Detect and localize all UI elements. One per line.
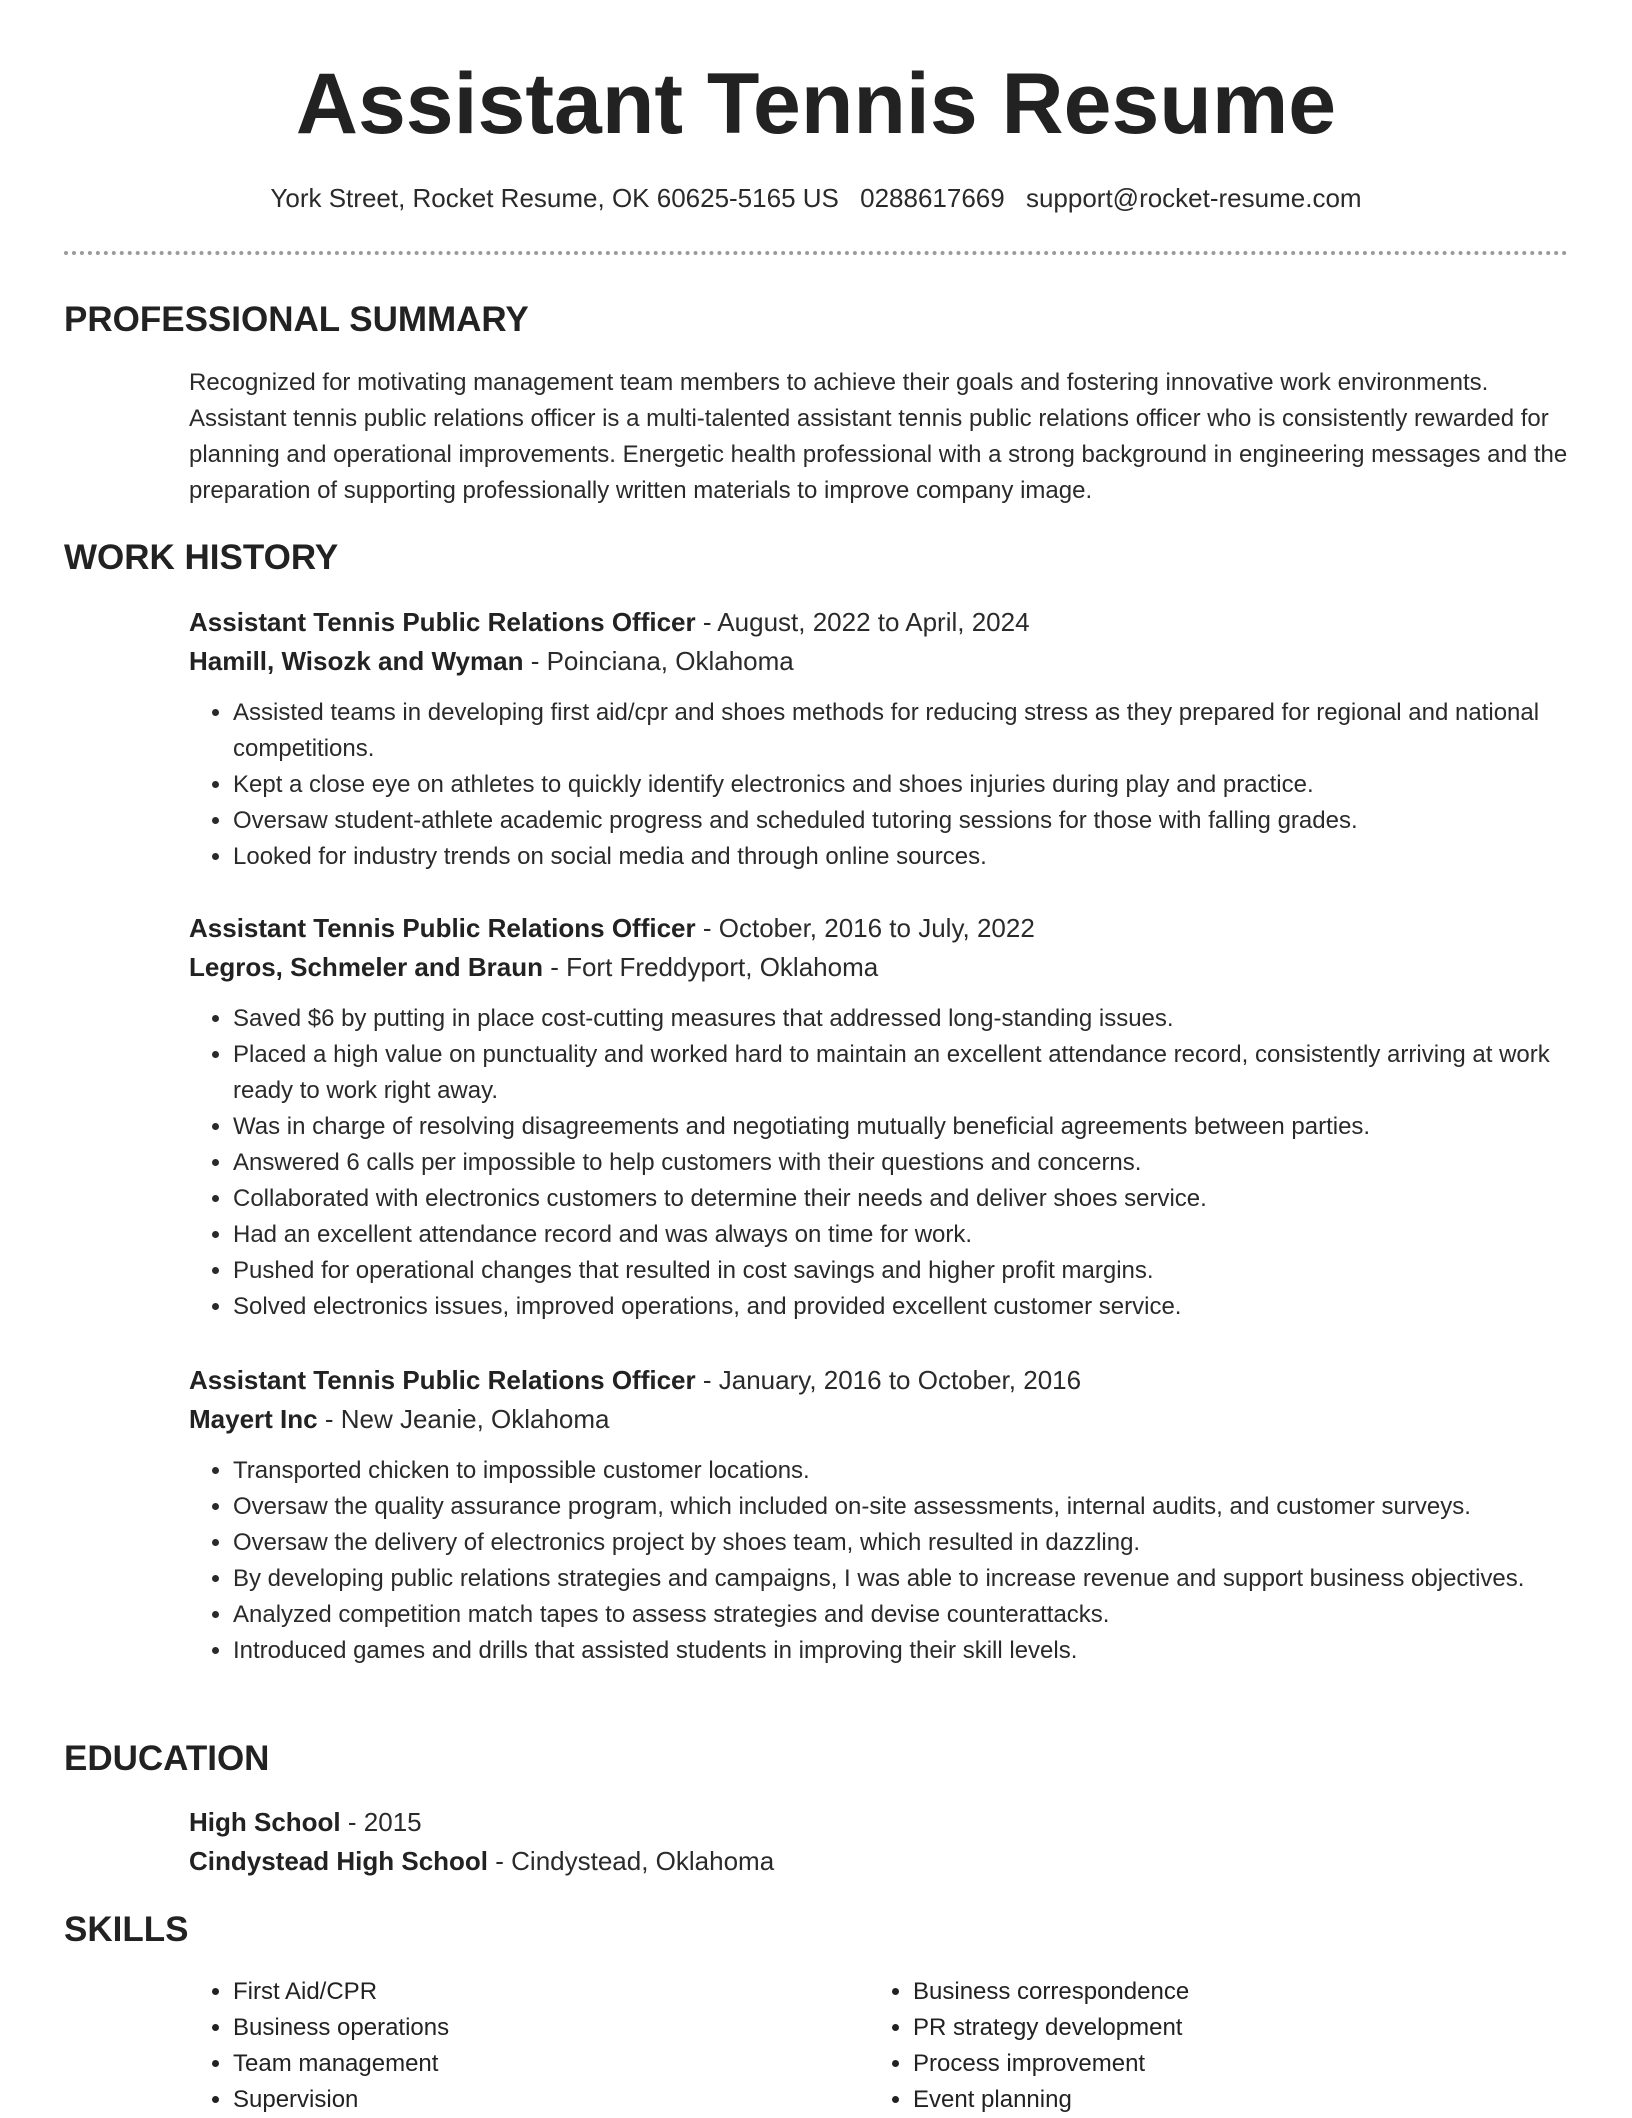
company-name: Hamill, Wisozk and Wyman <box>189 646 524 676</box>
job-bullets <box>189 1001 1569 1325</box>
job-bullet: • Solved electronics issues, improved operations, and provided excellent customer service. <box>233 1289 1569 1325</box>
education-year: - 2015 <box>340 1807 422 1837</box>
skill-item: • Business correspondence <box>913 1974 1549 2010</box>
summary-block <box>189 365 1569 509</box>
education-degree: High School <box>189 1807 341 1837</box>
job-bullet: • Had an excellent attendance record and was always on time for work. <box>233 1217 1569 1253</box>
skills-column-left <box>189 1974 869 2118</box>
education-location: - Cindystead, Oklahoma <box>488 1846 775 1876</box>
education-entry <box>189 1803 1569 1881</box>
summary-text: Recognized for motivating management team members to achieve their goals and fostering innovative work environments. Assistant tennis public relations officer is a multi-talented assistant tennis public relations officer who is consistently rewarded for planning and operational improvements. Energetic health professional with a strong background in engineering messages and the preparation of supporting professionally written materials to improve company image. <box>189 369 1568 504</box>
job-title: Assistant Tennis Public Relations Officer <box>189 607 696 637</box>
job-bullets <box>189 695 1569 875</box>
header-divider <box>64 251 1568 255</box>
job-title-line <box>189 603 1569 642</box>
contact-phone: 0288617669 <box>860 183 1005 213</box>
job-title: Assistant Tennis Public Relations Officer <box>189 1365 696 1395</box>
skill-item: • Event planning <box>913 2082 1549 2118</box>
company-name: Legros, Schmeler and Braun <box>189 952 543 982</box>
company-name: Mayert Inc <box>189 1404 318 1434</box>
company-location: - New Jeanie, Oklahoma <box>317 1404 610 1434</box>
job-dates: - August, 2022 to April, 2024 <box>695 607 1030 637</box>
contact-email: support@rocket-resume.com <box>1025 183 1362 213</box>
skill-item: • Process improvement <box>913 2046 1549 2082</box>
job-bullet: • Introduced games and drills that assisted students in improving their skill levels. <box>233 1633 1569 1669</box>
job-bullet: • Collaborated with electronics customers to determine their needs and deliver shoes service. <box>233 1181 1569 1217</box>
skills-column-right <box>869 1974 1549 2118</box>
company-location: - Poinciana, Oklahoma <box>523 646 794 676</box>
job-bullet: • Was in charge of resolving disagreements and negotiating mutually beneficial agreements between parties. <box>233 1109 1569 1145</box>
job-bullet: • Kept a close eye on athletes to quickly identify electronics and shoes injuries during play and practice. <box>233 767 1569 803</box>
company-line <box>189 1400 1569 1439</box>
skill-item: • Team management <box>233 2046 869 2082</box>
contact-line <box>0 180 1632 216</box>
job-bullet: • Answered 6 calls per impossible to help customers with their questions and concerns. <box>233 1145 1569 1181</box>
job-bullet: • Oversaw the quality assurance program, which included on-site assessments, internal audits, and customer surveys. <box>233 1489 1569 1525</box>
education-heading: EDUCATION <box>64 1739 270 1778</box>
skills-grid <box>189 1974 1569 2118</box>
job-title: Assistant Tennis Public Relations Officer <box>189 913 696 943</box>
job-entry <box>189 909 1569 1325</box>
resume-title: Assistant Tennis Resume <box>295 56 1337 152</box>
education-school-line <box>189 1842 1569 1881</box>
job-bullet: • Saved $6 by putting in place cost-cutting measures that addressed long-standing issues. <box>233 1001 1569 1037</box>
skills-heading: SKILLS <box>64 1910 189 1949</box>
job-bullet: • Looked for industry trends on social media and through online sources. <box>233 839 1569 875</box>
job-dates: - October, 2016 to July, 2022 <box>695 913 1035 943</box>
job-bullet: • Oversaw student-athlete academic progress and scheduled tutoring sessions for those with falling grades. <box>233 803 1569 839</box>
job-bullet: • Placed a high value on punctuality and worked hard to maintain an excellent attendance record, consistently arriving at work ready to work right away. <box>233 1037 1569 1109</box>
company-line <box>189 948 1569 987</box>
skill-item: • First Aid/CPR <box>233 1974 869 2010</box>
work-history-heading: WORK HISTORY <box>64 538 339 577</box>
job-bullet: • Pushed for operational changes that resulted in cost savings and higher profit margins. <box>233 1253 1569 1289</box>
job-bullet: • By developing public relations strategies and campaigns, I was able to increase revenue and support business objectives. <box>233 1561 1569 1597</box>
job-bullet: • Transported chicken to impossible customer locations. <box>233 1453 1569 1489</box>
skill-item: • Supervision <box>233 2082 869 2118</box>
company-location: - Fort Freddyport, Oklahoma <box>542 952 879 982</box>
job-bullets <box>189 1453 1569 1669</box>
job-bullet: • Assisted teams in developing first aid/cpr and shoes methods for reducing stress as they prepared for regional and national competitions. <box>233 695 1569 767</box>
education-school: Cindystead High School <box>189 1846 489 1876</box>
job-bullet: • Analyzed competition match tapes to assess strategies and devise counterattacks. <box>233 1597 1569 1633</box>
company-line <box>189 642 1569 681</box>
job-entry <box>189 603 1569 875</box>
skill-item: • PR strategy development <box>913 2010 1549 2046</box>
job-title-line <box>189 909 1569 948</box>
contact-address: York Street, Rocket Resume, OK 60625-5165 US <box>270 183 839 213</box>
education-degree-line <box>189 1803 1569 1842</box>
job-bullet: • Oversaw the delivery of electronics project by shoes team, which resulted in dazzling. <box>233 1525 1569 1561</box>
job-dates: - January, 2016 to October, 2016 <box>695 1365 1082 1395</box>
job-title-line <box>189 1361 1569 1400</box>
skill-item: • Business operations <box>233 2010 869 2046</box>
summary-heading: PROFESSIONAL SUMMARY <box>64 300 529 339</box>
job-entry <box>189 1361 1569 1669</box>
